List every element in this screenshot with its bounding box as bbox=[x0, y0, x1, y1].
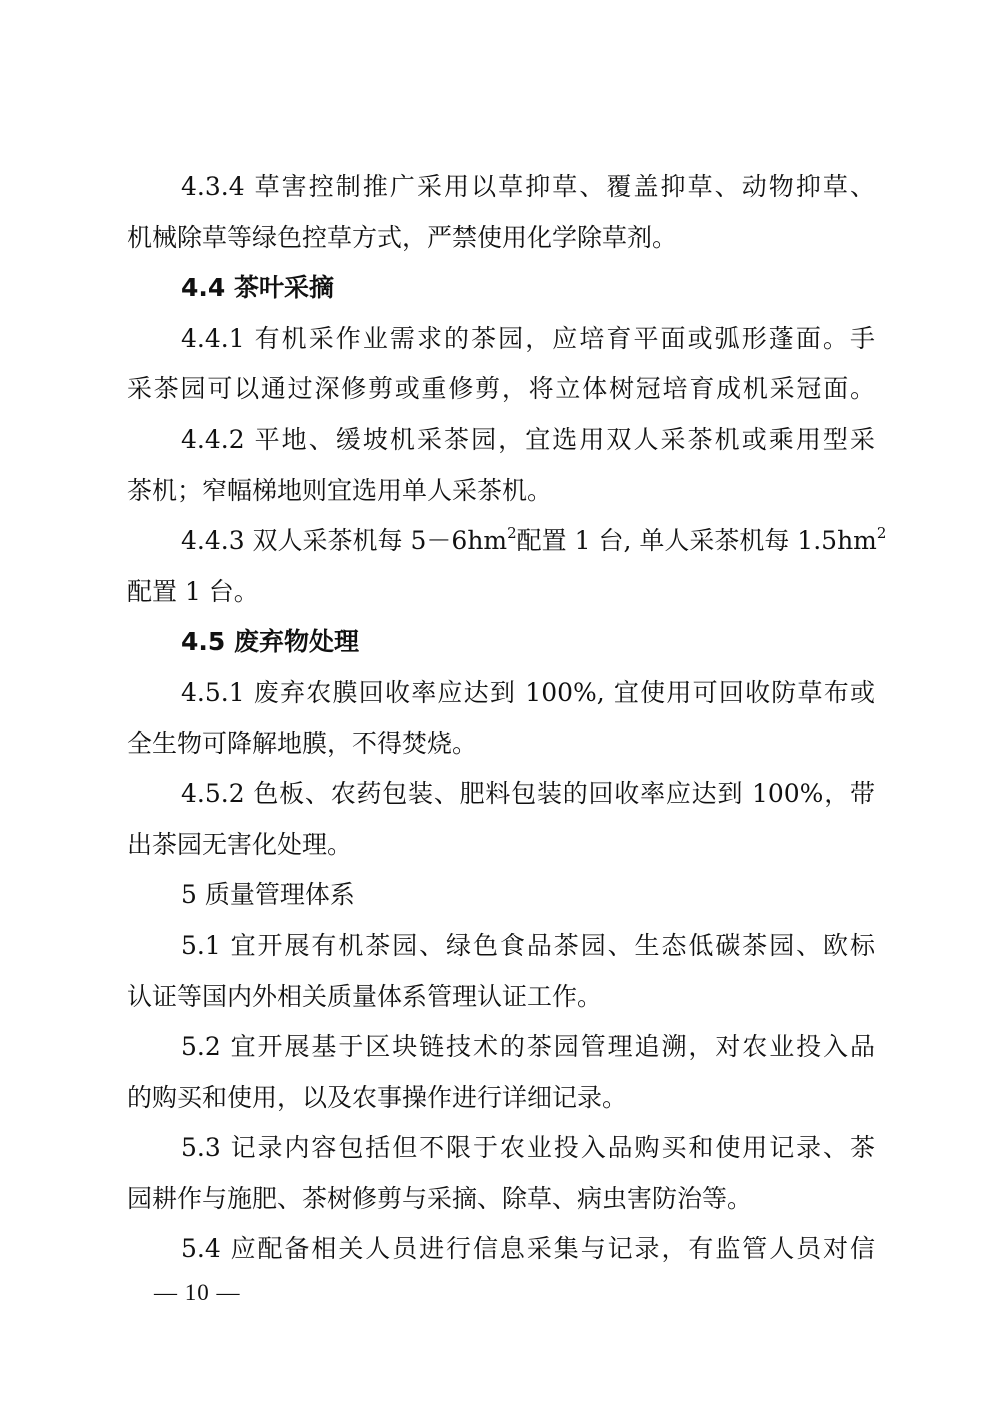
clause-4-4-3-line-1 bbox=[127, 516, 887, 567]
clause-4-4-3-text-a: 4.4.3 双人采茶机每 5－6hm bbox=[181, 526, 508, 556]
clause-5-4-line-1: 5.4 应配备相关人员进行信息采集与记录，有监管人员对信 bbox=[181, 1234, 875, 1264]
body-text bbox=[127, 162, 887, 1275]
clause-4-5-1-line-2: 全生物可降解地膜，不得焚烧。 bbox=[127, 728, 478, 758]
clause-4-3-4-line-1: 4.3.4 草害控制推广采用以草抑草、覆盖抑草、动物抑草、 bbox=[181, 172, 875, 201]
clause-5-1-line-1: 5.1 宜开展有机茶园、绿色食品茶园、生态低碳茶园、欧标 bbox=[181, 930, 875, 960]
clause-4-4-1-line-2: 采茶园可以通过深修剪或重修剪，将立体树冠培育成机采冠面。 bbox=[127, 374, 875, 404]
superscript-2: 2 bbox=[876, 523, 887, 542]
clause-4-4-2-line-2: 茶机；窄幅梯地则宜选用单人采茶机。 bbox=[127, 475, 553, 505]
clause-5-3-line-1: 5.3 记录内容包括但不限于农业投入品购买和使用记录、茶 bbox=[181, 1133, 875, 1163]
section-heading-4-5: 4.5 废弃物处理 bbox=[181, 627, 359, 657]
clause-4-4-1-line-1: 4.4.1 有机采作业需求的茶园，应培育平面或弧形蓬面。手 bbox=[181, 323, 875, 353]
clause-5-2-line-2: 的购买和使用，以及农事操作进行详细记录。 bbox=[127, 1082, 628, 1112]
clause-5-3-line-2: 园耕作与施肥、茶树修剪与采摘、除草、病虫害防治等。 bbox=[127, 1183, 753, 1213]
clause-4-5-2-line-1: 4.5.2 色板、农药包装、肥料包装的回收率应达到 100%，带 bbox=[181, 779, 875, 809]
clause-4-4-2-line-1: 4.4.2 平地、缓坡机采茶园，宜选用双人采茶机或乘用型采 bbox=[181, 424, 875, 454]
clause-4-5-1-line-1: 4.5.1 废弃农膜回收率应达到 100%, 宜使用可回收防草布或 bbox=[181, 677, 875, 707]
clause-5-1-line-2: 认证等国内外相关质量体系管理认证工作。 bbox=[127, 981, 603, 1011]
section-heading-5: 5 质量管理体系 bbox=[181, 880, 355, 910]
superscript-2: 2 bbox=[507, 523, 517, 542]
clause-4-3-4-line-2: 机械除草等绿色控草方式，严禁使用化学除草剂。 bbox=[127, 222, 678, 252]
clause-4-4-3-line-2: 配置 1 台。 bbox=[127, 576, 259, 606]
clause-4-5-2-line-2: 出茶园无害化处理。 bbox=[127, 829, 353, 859]
section-heading-4-4: 4.4 茶叶采摘 bbox=[181, 273, 334, 303]
clause-5-2-line-1: 5.2 宜开展基于区块链技术的茶园管理追溯，对农业投入品 bbox=[181, 1032, 875, 1062]
page-number: — 10 — bbox=[154, 1280, 241, 1305]
clause-4-4-3-text-b: 配置 1 台, 单人采茶机每 1.5hm bbox=[516, 526, 877, 556]
